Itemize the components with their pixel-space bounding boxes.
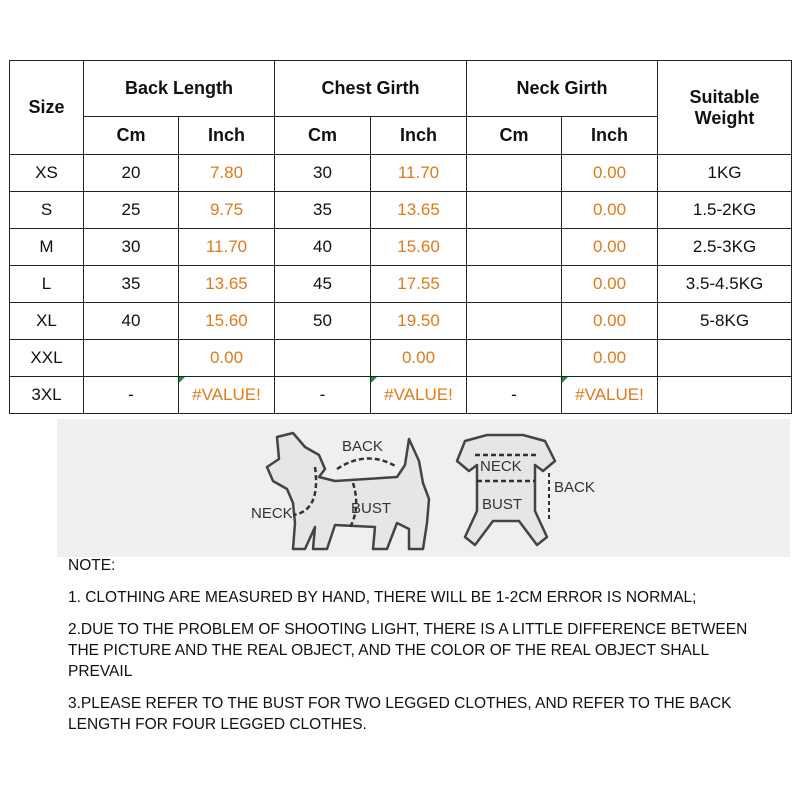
neck-inch-error-cell	[562, 377, 658, 414]
measurement-diagram-svg	[57, 419, 790, 557]
chest-inch-cell: 17.55	[371, 266, 467, 303]
back-cm-cell: 20	[84, 155, 179, 192]
table-row	[10, 192, 792, 229]
back-cm-cell	[84, 340, 179, 377]
chest-cm-cell: 50	[275, 303, 371, 340]
chest-inch-cell: 15.60	[371, 229, 467, 266]
chest-inch-cell: 0.00	[371, 340, 467, 377]
table-row	[10, 229, 792, 266]
neck-cm-cell	[467, 340, 562, 377]
chest-inch-cell: 19.50	[371, 303, 467, 340]
neck-inch-cell: 0.00	[562, 229, 658, 266]
chest-cm-header: Cm	[275, 117, 371, 155]
chest-girth-header: Chest Girth	[275, 61, 467, 117]
size-cell: L	[10, 266, 84, 303]
neck-cm-header: Cm	[467, 117, 562, 155]
neck-cm-cell	[467, 229, 562, 266]
back-cm-cell: 25	[84, 192, 179, 229]
weight-cell: 3.5-4.5KG	[658, 266, 792, 303]
chest-cm-cell: -	[275, 377, 371, 414]
notes-section	[68, 555, 768, 746]
weight-cell: 5-8KG	[658, 303, 792, 340]
back-inch-cell: 9.75	[179, 192, 275, 229]
measurement-diagram	[57, 419, 790, 557]
neck-inch-cell: 0.00	[562, 155, 658, 192]
size-cell: XXL	[10, 340, 84, 377]
weight-header-line1: Suitable	[689, 86, 760, 107]
garment-bust-label: BUST	[482, 496, 523, 513]
weight-cell: 1KG	[658, 155, 792, 192]
chest-inch-error-cell	[371, 377, 467, 414]
back-inch-header: Inch	[179, 117, 275, 155]
size-cell: 3XL	[10, 377, 84, 414]
size-cell: XS	[10, 155, 84, 192]
table-row	[10, 266, 792, 303]
garment-back-label: BACK	[554, 479, 595, 496]
back-length-header: Back Length	[84, 61, 275, 117]
chest-cm-cell: 35	[275, 192, 371, 229]
size-cell: M	[10, 229, 84, 266]
neck-inch-cell: 0.00	[562, 303, 658, 340]
weight-header-line2: Weight	[694, 107, 755, 128]
chest-cm-cell: 30	[275, 155, 371, 192]
suitable-weight-header	[658, 61, 792, 155]
error-marker-icon	[371, 377, 377, 383]
neck-inch-cell: 0.00	[562, 192, 658, 229]
back-inch-cell: 7.80	[179, 155, 275, 192]
back-cm-cell: 35	[84, 266, 179, 303]
back-inch-cell: 13.65	[179, 266, 275, 303]
neck-cm-cell: -	[467, 377, 562, 414]
notes-title: NOTE:	[68, 557, 116, 574]
dog-back-measure-line	[337, 458, 397, 469]
weight-cell	[658, 377, 792, 414]
garment-neck-label: NECK	[480, 458, 522, 475]
neck-cm-cell	[467, 303, 562, 340]
neck-inch-header: Inch	[562, 117, 658, 155]
size-cell: S	[10, 192, 84, 229]
chest-cm-cell: 40	[275, 229, 371, 266]
back-cm-cell: 40	[84, 303, 179, 340]
dog-neck-label: NECK	[251, 505, 293, 522]
table-row	[10, 155, 792, 192]
weight-cell	[658, 340, 792, 377]
neck-inch-cell: 0.00	[562, 266, 658, 303]
error-marker-icon	[562, 377, 568, 383]
neck-inch-error-text: #VALUE!	[575, 385, 644, 404]
back-cm-header: Cm	[84, 117, 179, 155]
back-inch-cell: 0.00	[179, 340, 275, 377]
back-inch-error-cell	[179, 377, 275, 414]
size-cell: XL	[10, 303, 84, 340]
weight-cell: 2.5-3KG	[658, 229, 792, 266]
back-inch-cell: 11.70	[179, 229, 275, 266]
dog-bust-label: BUST	[351, 500, 392, 517]
size-header: Size	[10, 61, 84, 155]
back-inch-error-text: #VALUE!	[192, 385, 261, 404]
neck-cm-cell	[467, 192, 562, 229]
note-3: 3.PLEASE REFER TO THE BUST FOR TWO LEGGED CLOTHES, AND REFER TO THE BACK LENGTH FOR FOUR LEGGED CLOTHES.	[68, 695, 732, 733]
table-row	[10, 303, 792, 340]
neck-girth-header: Neck Girth	[467, 61, 658, 117]
chest-inch-error-text: #VALUE!	[384, 385, 453, 404]
chest-cm-cell: 45	[275, 266, 371, 303]
table-row	[10, 340, 792, 377]
note-2: 2.DUE TO THE PROBLEM OF SHOOTING LIGHT, THERE IS A LITTLE DIFFERENCE BETWEEN THE PICTURE AND THE REAL OBJECT, AND THE COLOR OF THE REAL OBJECT SHALL PREVAIL	[68, 621, 748, 680]
dog-back-label: BACK	[342, 438, 383, 455]
table-row	[10, 377, 792, 414]
back-inch-cell: 15.60	[179, 303, 275, 340]
chest-cm-cell	[275, 340, 371, 377]
note-1: 1. CLOTHING ARE MEASURED BY HAND, THERE WILL BE 1-2CM ERROR IS NORMAL;	[68, 589, 697, 606]
neck-inch-cell: 0.00	[562, 340, 658, 377]
size-chart-table	[9, 60, 792, 414]
error-marker-icon	[179, 377, 185, 383]
neck-cm-cell	[467, 155, 562, 192]
weight-cell: 1.5-2KG	[658, 192, 792, 229]
garment-silhouette-icon	[457, 435, 555, 545]
back-cm-cell: -	[84, 377, 179, 414]
back-cm-cell: 30	[84, 229, 179, 266]
chest-inch-cell: 11.70	[371, 155, 467, 192]
chest-inch-cell: 13.65	[371, 192, 467, 229]
neck-cm-cell	[467, 266, 562, 303]
chest-inch-header: Inch	[371, 117, 467, 155]
